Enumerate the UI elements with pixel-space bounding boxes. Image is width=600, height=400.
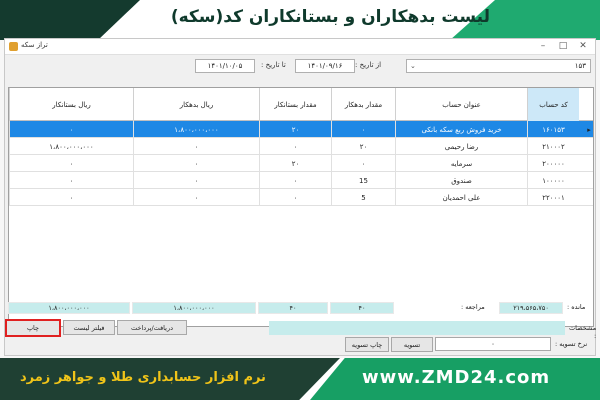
- cell-rial-credit[interactable]: ۱،۸۰۰،۰۰۰،۰۰۰: [9, 138, 133, 155]
- total-qty-debit: ۴۰: [330, 302, 394, 314]
- cell-account-title[interactable]: رضا رحیمی: [395, 138, 527, 155]
- cell-account-code[interactable]: ۱۶۰۱۵۳: [527, 121, 579, 138]
- grid-header: [9, 88, 593, 121]
- window-controls: [533, 39, 593, 54]
- account-combo[interactable]: [406, 59, 591, 73]
- app-window: [4, 38, 596, 356]
- settle-rate-label: نرخ تسویه :: [555, 340, 588, 348]
- cell-account-title[interactable]: علی احمدیان: [395, 189, 527, 206]
- window-titlebar: [5, 39, 595, 55]
- balance-label: مانده :: [567, 303, 586, 311]
- row-pointer-icon: ▸: [587, 125, 591, 134]
- maximize-icon[interactable]: □: [558, 41, 568, 51]
- cell-account-code[interactable]: ۱۰۰۰۰۰: [527, 172, 579, 189]
- banner-website[interactable]: www.ZMD24.com: [362, 367, 551, 388]
- accounts-grid[interactable]: [8, 87, 594, 327]
- cell-qty-credit[interactable]: ۲۰: [259, 121, 331, 138]
- app-icon: [9, 42, 18, 51]
- cell-qty-credit[interactable]: ۰: [259, 189, 331, 206]
- cell-rial-credit[interactable]: ۰: [9, 155, 133, 172]
- cell-rial-debit[interactable]: ۱،۸۰۰،۰۰۰،۰۰۰: [133, 121, 259, 138]
- banner-title: لیست بدهکاران و بستانکاران کد(سکه): [170, 7, 490, 27]
- description-label: مشخصات :: [568, 324, 597, 340]
- print-settle-button[interactable]: چاپ تسویه: [345, 337, 389, 352]
- cell-rial-credit[interactable]: ۰: [9, 121, 133, 138]
- header-rial-debit[interactable]: ریال بدهکار: [133, 88, 259, 121]
- bottom-banner: [0, 358, 600, 400]
- filter-list-button[interactable]: فیلتر لیست: [63, 320, 115, 335]
- header-account-title[interactable]: عنوان حساب: [395, 88, 527, 121]
- cell-qty-debit[interactable]: ۰: [331, 155, 395, 172]
- table-row[interactable]: [9, 189, 593, 206]
- cell-account-code[interactable]: ۲۲۰۰۰۱: [527, 189, 579, 206]
- table-row[interactable]: [9, 155, 593, 172]
- cell-rial-credit[interactable]: ۰: [9, 189, 133, 206]
- cell-qty-debit[interactable]: ۲۰: [331, 138, 395, 155]
- total-qty-credit: ۴۰: [258, 302, 328, 314]
- banner-dark-decoration: [0, 0, 140, 40]
- window-title: تراز سکه: [21, 41, 48, 49]
- to-date-input[interactable]: ۱۴۰۱/۱۰/۰۵: [195, 59, 255, 73]
- cell-rial-debit[interactable]: ۰: [133, 172, 259, 189]
- from-date-input[interactable]: ۱۴۰۱/۰۹/۱۶: [295, 59, 355, 73]
- cell-account-code[interactable]: ۲۱۰۰۰۲: [527, 138, 579, 155]
- from-date-label: از تاریخ :: [355, 61, 382, 69]
- account-combo-value: ۱۵۳: [574, 62, 586, 70]
- close-icon[interactable]: ✕: [579, 41, 587, 51]
- settle-button[interactable]: تسویه: [391, 337, 433, 352]
- chevron-down-icon[interactable]: ⌄: [410, 62, 416, 70]
- cell-account-title[interactable]: صندوق: [395, 172, 527, 189]
- cell-account-title[interactable]: خرید فروش ربع سکه بانکی: [395, 121, 527, 138]
- header-qty-debit[interactable]: مقدار بدهکار: [331, 88, 395, 121]
- cell-qty-debit[interactable]: 5: [331, 189, 395, 206]
- cell-rial-credit[interactable]: ۰: [9, 172, 133, 189]
- cell-rial-debit[interactable]: ۰: [133, 189, 259, 206]
- balance-value: ۲۱۹،۵۶۵،۷۵۰: [499, 302, 563, 314]
- cell-account-code[interactable]: ۲۰۰۰۰۰: [527, 155, 579, 172]
- table-row[interactable]: [9, 121, 593, 138]
- print-button[interactable]: چاپ: [5, 319, 61, 337]
- receive-pay-button[interactable]: دریافت/پرداخت: [117, 320, 187, 335]
- cell-qty-credit[interactable]: ۲۰: [259, 155, 331, 172]
- table-row[interactable]: [9, 172, 593, 189]
- minimize-icon[interactable]: –: [540, 41, 546, 51]
- cell-qty-debit[interactable]: ۰: [331, 121, 395, 138]
- table-row[interactable]: [9, 138, 593, 155]
- to-date-label: تا تاریخ :: [261, 61, 286, 69]
- description-field[interactable]: [269, 321, 565, 335]
- top-banner: [0, 0, 600, 40]
- header-account-code[interactable]: کد حساب: [527, 88, 579, 121]
- cell-qty-credit[interactable]: ۰: [259, 172, 331, 189]
- total-rial-debit: ۱،۸۰۰،۰۰۰،۰۰۰: [132, 302, 256, 314]
- banner-slogan: نرم افزار حسابداری طلا و جواهر زمرد: [20, 370, 266, 385]
- cell-qty-debit[interactable]: 15: [331, 172, 395, 189]
- cell-rial-debit[interactable]: ۰: [133, 138, 259, 155]
- cell-rial-debit[interactable]: ۰: [133, 155, 259, 172]
- header-qty-credit[interactable]: مقدار بستانکار: [259, 88, 331, 121]
- cell-account-title[interactable]: سرمایه: [395, 155, 527, 172]
- settle-rate-input[interactable]: ۰: [435, 337, 551, 351]
- header-rial-credit[interactable]: ریال بستانکار: [9, 88, 133, 121]
- reference-label: مراجعه :: [461, 303, 485, 311]
- total-rial-credit: ۱،۸۰۰،۰۰۰،۰۰۰: [8, 302, 130, 314]
- cell-qty-credit[interactable]: ۰: [259, 138, 331, 155]
